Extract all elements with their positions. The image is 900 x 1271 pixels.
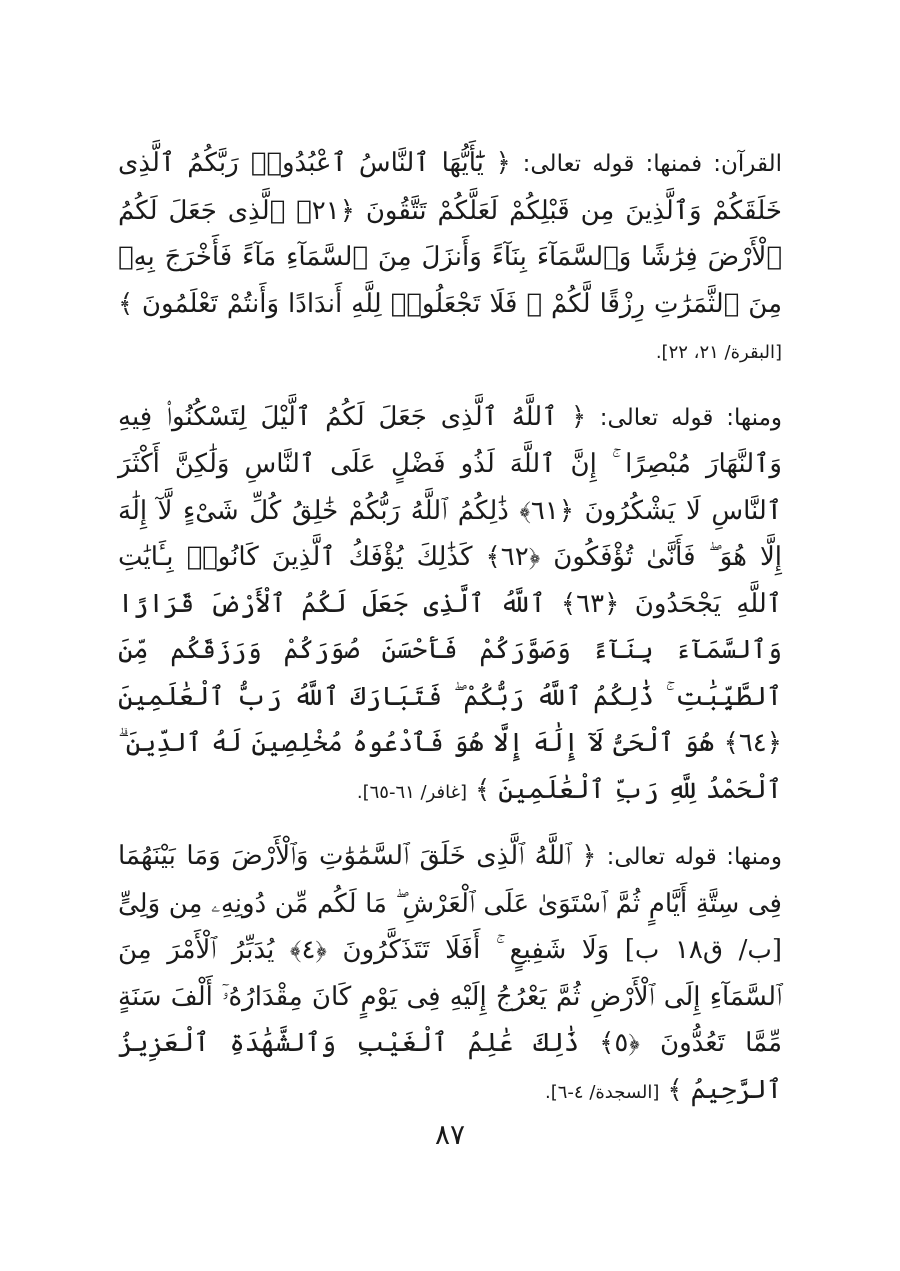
intro-text: ومنها: قوله تعالى:: [599, 404, 783, 431]
quran-verse-text: ٱللَّهُ ٱلَّذِى خَلَقَ ٱلسَّمَٰوَٰتِ وَٱلْأَرْضَ وَمَا بَيْنَهُمَا فِى سِتَّةِ أَيَّامٍ ثُمَّ ٱسْتَوَىٰ عَلَى ٱلْعَرْشِ ۖ مَا لَكُم مِّن دُونِهِۦ مِن وَلِىٍّ [ب/ ق١٨ ب] وَلَا شَفِيعٍ ۚ أَفَلَا تَتَذَكَّرُونَ ﴿٤﴾ يُدَبِّرُ ٱلْأَمْرَ مِنَ ٱلسَّمَآءِ إِلَى ٱلْأَرْضِ ثُمَّ يَعْرُجُ إِلَيْهِ فِى يَوْمٍ كَانَ مِقْدَارُهُۥٓ أَلْفَ سَنَةٍ مِّمَّا تَعُدُّونَ ﴿٥﴾ ذَٰلِكَ عَٰلِمُ ٱلْغَيْبِ وَٱلشَّهَٰدَةِ ٱلْعَزِيزُ ٱلرَّحِيمُ: [118, 841, 782, 1105]
surah-reference: [البقرة/ ٢١، ٢٢].: [655, 342, 782, 363]
surah-reference: [غافر/ ٦١-٦٥].: [356, 781, 468, 803]
paragraph-2: [118, 394, 782, 816]
intro-text: ومنها: قوله تعالى:: [606, 844, 783, 870]
ornate-bracket-open: ﴿: [571, 401, 587, 432]
surah-reference: [السجدة/ ٤-٦].: [545, 1081, 660, 1103]
quran-verse-text: ٱللَّهُ ٱلَّذِى جَعَلَ لَكُمُ ٱلَّيْلَ لِتَسْكُنُوا۟ فِيهِ وَٱلنَّهَارَ مُبْصِرًا ۚ إِنَّ ٱللَّهَ لَذُو فَضْلٍ عَلَى ٱلنَّاسِ وَلَٰكِنَّ أَكْثَرَ ٱلنَّاسِ لَا يَشْكُرُونَ ﴿٦١﴾ ذَٰلِكُمُ ٱللَّهُ رَبُّكُمْ خَٰلِقُ كُلِّ شَىْءٍ لَّآ إِلَٰهَ إِلَّا هُوَ ۖ فَأَنَّىٰ تُؤْفَكُونَ ﴿٦٢﴾ كَذَٰلِكَ يُؤْفَكُ ٱلَّذِينَ كَانُوا۟ بِـَٔايَٰتِ ٱللَّهِ يَجْحَدُونَ ﴿٦٣﴾ ٱللَّهُ ٱلَّذِى جَعَلَ لَكُمُ ٱلْأَرْضَ قَرَارًا وَٱلسَّمَآءَ بِنَآءً وَصَوَّرَكُمْ فَأَحْسَنَ صُوَرَكُمْ وَرَزَقَكُم مِّنَ ٱلطَّيِّبَٰتِ ۚ ذَٰلِكُمُ ٱللَّهُ رَبُّكُمْ ۖ فَتَبَارَكَ ٱللَّهُ رَبُّ ٱلْعَٰلَمِينَ ﴿٦٤﴾ هُوَ ٱلْحَىُّ لَآ إِلَٰهَ إِلَّا هُوَ فَٱدْعُوهُ مُخْلِصِينَ لَهُ ٱلدِّينَ ۗ ٱلْحَمْدُ لِلَّهِ رَبِّ ٱلْعَٰلَمِينَ: [118, 401, 782, 805]
ornate-bracket-close: ﴾: [475, 774, 491, 805]
paragraph-3: [118, 833, 782, 1115]
ornate-bracket-close: ﴾: [667, 1074, 683, 1105]
intro-text: القرآن: فمنها: قوله تعالى:: [522, 151, 782, 177]
paragraph-1: [118, 140, 782, 376]
page-body: [118, 140, 782, 1115]
ornate-bracket-close: ﴾: [118, 288, 134, 319]
page-number: ٨٧: [434, 1118, 466, 1151]
quran-verse-text: يَٰٓأَيُّهَا ٱلنَّاسُ ٱعْبُدُوا۟ رَبَّكُمُ ٱلَّذِى خَلَقَكُمْ وَٱلَّذِينَ مِن قَبْلِكُمْ لَعَلَّكُمْ تَتَّقُونَ ﴿٢١﴾ ٱلَّذِى جَعَلَ لَكُمُ ٱلْأَرْضَ فِرَٰشًا وَٱلسَّمَآءَ بِنَآءً وَأَنزَلَ مِنَ ٱلسَّمَآءِ مَآءً فَأَخْرَجَ بِهِۦ مِنَ ٱلثَّمَرَٰتِ رِزْقًا لَّكُمْ ۖ فَلَا تَجْعَلُوا۟ لِلَّهِ أَندَادًا وَأَنتُمْ تَعْلَمُونَ: [118, 148, 783, 319]
ornate-bracket-open: ﴿: [495, 148, 511, 178]
ornate-bracket-open: ﴿: [581, 841, 597, 871]
